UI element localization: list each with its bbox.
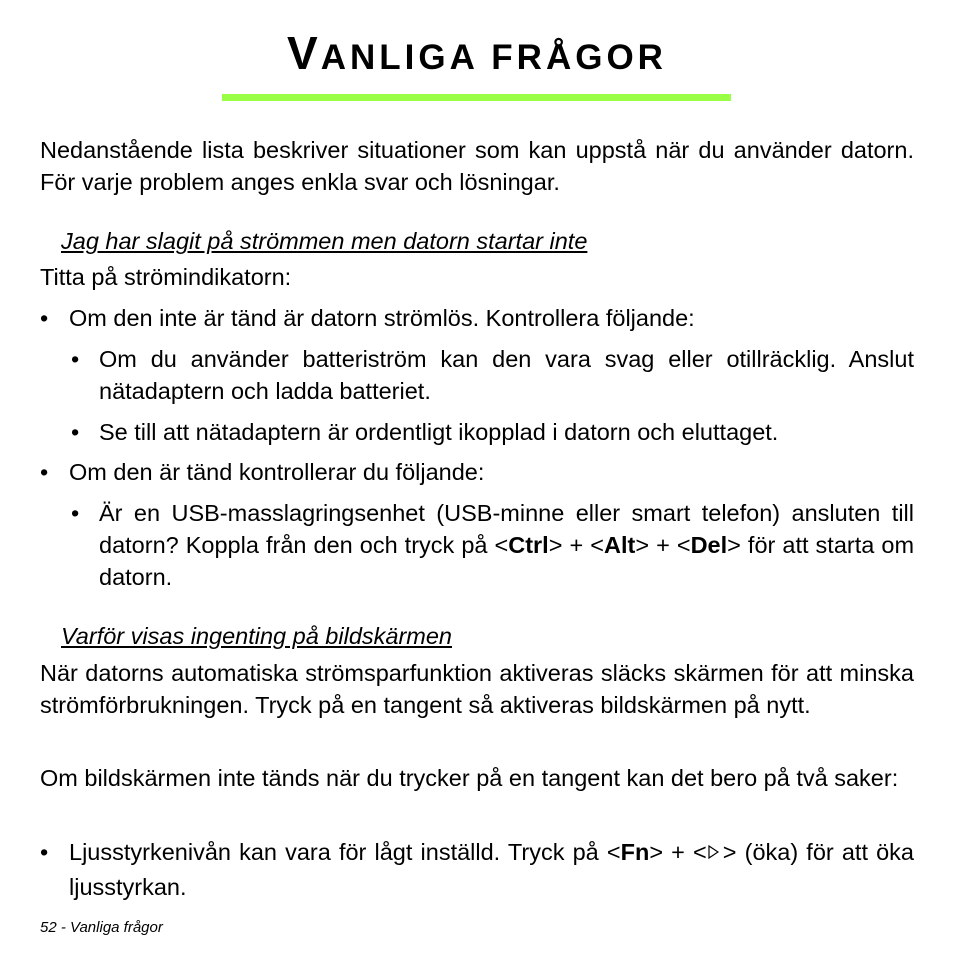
bullet-icon: • [40, 839, 49, 865]
usb-text-c: > + < [635, 532, 691, 558]
section-heading-power: Jag har slagit på strömmen men datorn startar inte [61, 228, 588, 254]
display-paragraph-2: Om bildskärmen inte tänds när du trycker på en tangent kan det bero på två saker: [40, 765, 899, 791]
brightness-text-b: > + < [649, 839, 707, 865]
bullet-icon: • [71, 419, 80, 445]
page-footer: 52 - Vanliga frågor [40, 919, 163, 936]
key-del: Del [690, 532, 728, 558]
power-lead-text: Titta på strömindikatorn: [40, 264, 292, 290]
intro-paragraph: Nedanstående lista beskriver situationer som kan uppstå när du använder datorn. För varje problem anges enkla svar och lösningar. [40, 137, 914, 195]
bullet-icon: • [71, 500, 80, 526]
section-heading-display: Varför visas ingenting på bildskärmen [61, 623, 452, 649]
list-item [99, 497, 914, 593]
brightness-text-c: > (öka) för att öka ljusstyrkan. [69, 839, 914, 900]
key-ctrl: Ctrl [508, 532, 549, 558]
list-item: Se till att nätadaptern är ordentligt ikopplad i datorn och eluttaget. [99, 419, 779, 445]
key-alt: Alt [603, 532, 636, 558]
title-initial: V [287, 27, 321, 79]
brightness-text-a: Ljusstyrkenivån kan vara för lågt inställd. Tryck på < [69, 839, 621, 865]
usb-text-d: > för att starta om datorn. [99, 532, 915, 590]
list-item: Om du använder batteriström kan den vara svag eller otillräcklig. Anslut nätadaptern och ladda batteriet. [99, 346, 914, 404]
brightness-up-icon [707, 839, 723, 871]
title-underline-bar [222, 94, 731, 101]
title-rest: ANLIGA FRÅGOR [320, 38, 667, 77]
page-title [0, 27, 954, 79]
usb-text-b: > + < [548, 532, 604, 558]
list-item: Om den är tänd kontrollerar du följande: [69, 459, 485, 485]
key-fn: Fn [620, 839, 650, 865]
bullet-icon: • [40, 305, 49, 331]
list-item [69, 836, 914, 903]
bullet-icon: • [40, 459, 49, 485]
bullet-icon: • [71, 346, 80, 372]
display-paragraph-1: När datorns automatiska strömsparfunktion aktiveras släcks skärmen för att minska strömförbrukningen. Tryck på en tangent så aktiveras bildskärmen på nytt. [40, 660, 914, 718]
usb-text-a: Är en USB-masslagringsenhet (USB-minne eller smart telefon) ansluten till datorn? Koppla från den och tryck på < [99, 500, 914, 558]
list-item: Om den inte är tänd är datorn strömlös. Kontrollera följande: [69, 305, 695, 331]
